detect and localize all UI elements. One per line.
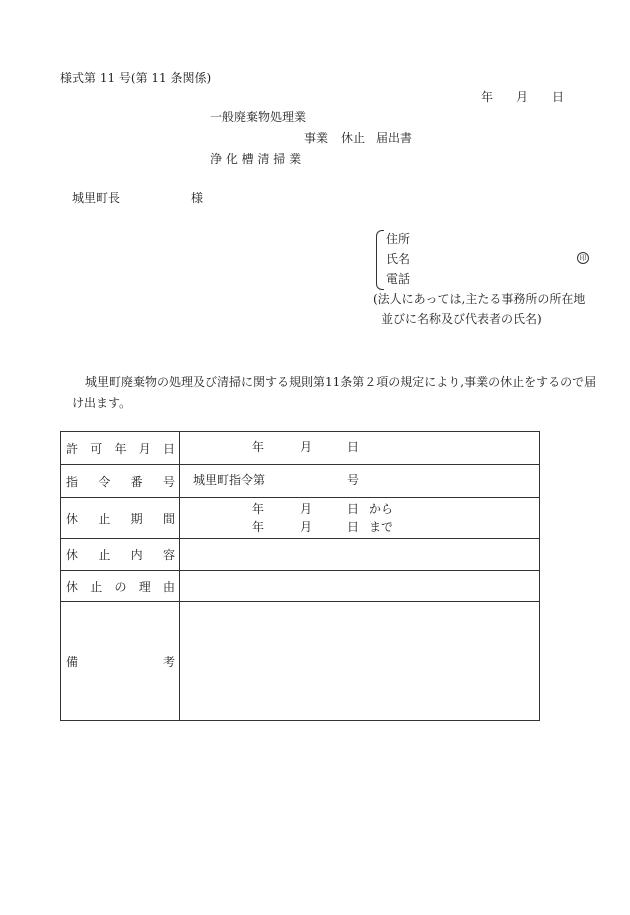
value-permit-date[interactable]: 年 月 日	[180, 432, 540, 465]
value-suspension-content[interactable]	[180, 539, 540, 571]
body-text-line2: け出ます。	[72, 396, 132, 410]
table-row	[61, 539, 540, 571]
title-action: 休止	[341, 131, 366, 145]
address-label: 住所	[386, 232, 411, 246]
notification-table	[60, 431, 540, 721]
table-row	[61, 571, 540, 602]
table-row	[61, 602, 540, 721]
form-number: 様式第 11 号(第 11 条関係)	[60, 71, 212, 85]
title-line3: 浄 化 槽 清 掃 業	[210, 152, 302, 166]
addressee-name: 城里町長	[72, 191, 121, 205]
applicant-brace	[376, 230, 384, 290]
title-line1: 一般廃棄物処理業	[210, 110, 307, 124]
title-business: 事業	[304, 131, 329, 145]
label-suspension-content: 休 止 内 容	[61, 539, 180, 571]
label-order-number: 指 令 番 号	[61, 465, 180, 498]
body-text-line1: 城里町廃棄物の処理及び清掃に関する規則第11条第２項の規定により,事業の休止をするので届	[85, 375, 597, 389]
date-year: 年	[481, 90, 494, 104]
corporate-note-1: (法人にあっては,主たる事務所の所在地	[373, 292, 586, 306]
value-suspension-period[interactable]: 年 月 日 から 年 月 日 まで	[180, 498, 540, 539]
addressee-honorific: 様	[191, 191, 204, 205]
date-day: 日	[552, 90, 565, 104]
title-doc: 届出書	[376, 131, 413, 145]
table-row	[61, 498, 540, 539]
date-month: 月	[516, 90, 529, 104]
label-permit-date: 許 可 年 月 日	[61, 432, 180, 465]
name-label: 氏名	[386, 252, 411, 266]
value-suspension-reason[interactable]	[180, 571, 540, 602]
corporate-note-2: 並びに名称及び代表者の氏名)	[381, 312, 542, 326]
value-order-number[interactable]: 城里町指令第 号	[180, 465, 540, 498]
value-remarks[interactable]	[180, 602, 540, 721]
label-suspension-reason: 休 止 の 理 由	[61, 571, 180, 602]
table-row	[61, 465, 540, 498]
table-row	[61, 432, 540, 465]
label-suspension-period: 休 止 期 間	[61, 498, 180, 539]
label-remarks: 備 考	[61, 602, 180, 721]
phone-label: 電話	[386, 272, 411, 286]
seal-mark: 印	[577, 252, 589, 264]
